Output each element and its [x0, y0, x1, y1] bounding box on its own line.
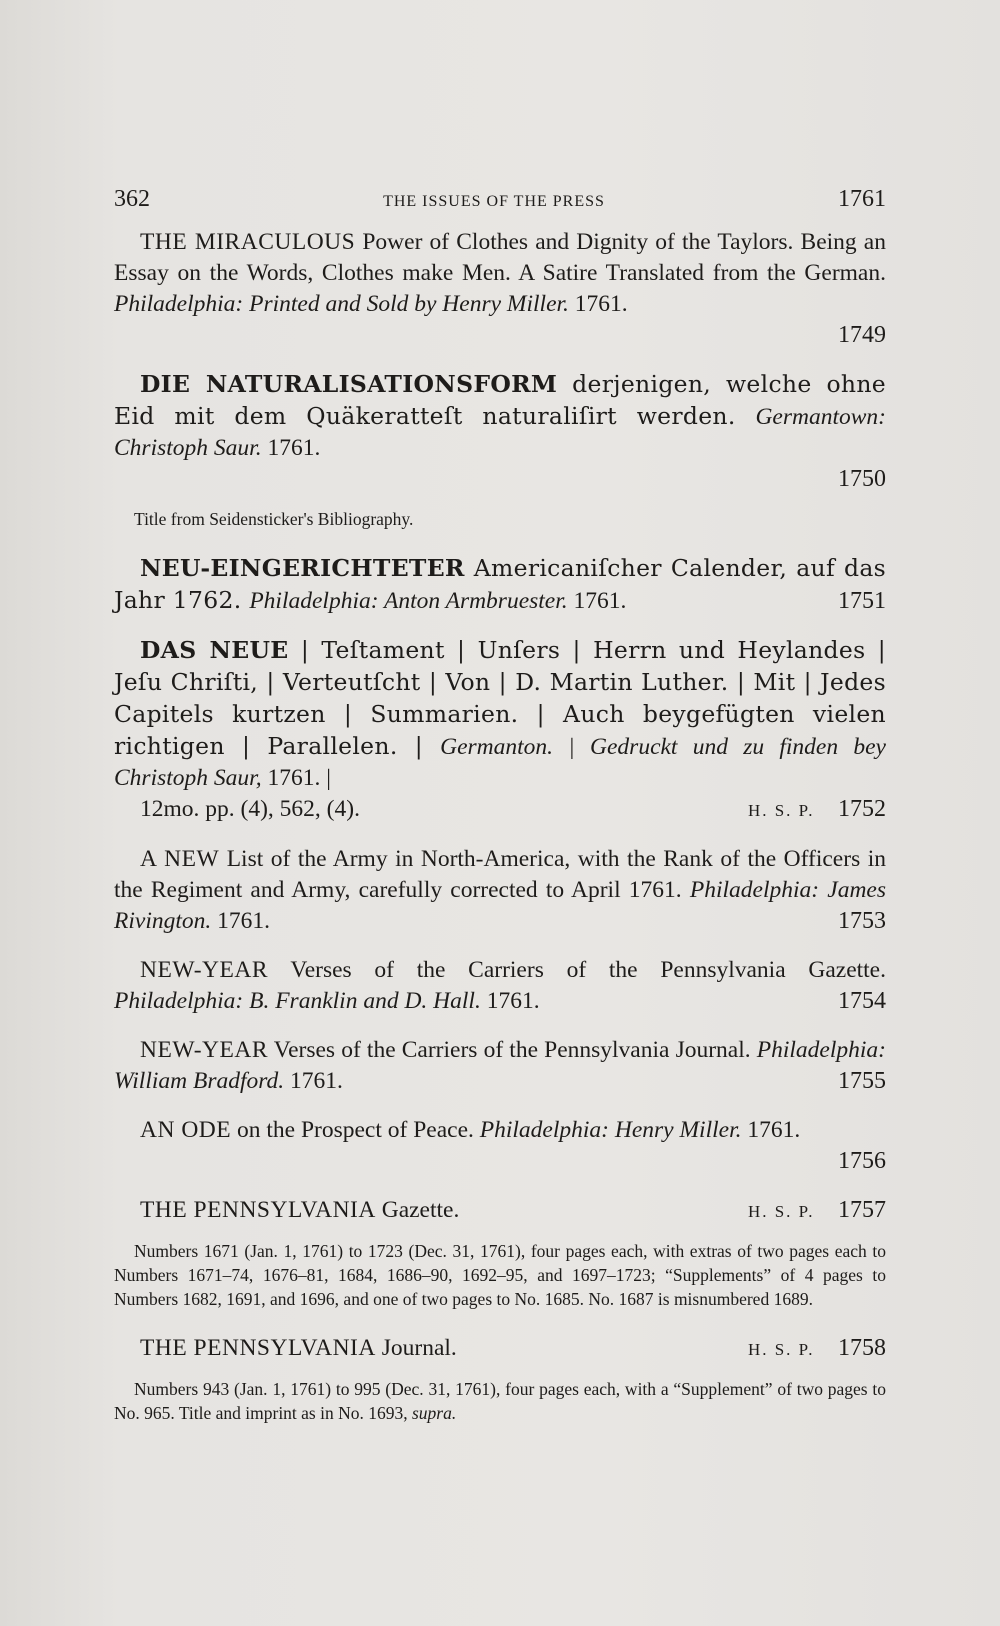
page-number: 362: [114, 186, 150, 212]
holding-library: H. S. P.: [747, 1340, 815, 1359]
entry-number: 1757: [838, 1197, 886, 1223]
holding-library: H. S. P.: [747, 1202, 815, 1221]
entry-1756: AN ODE on the Prospect of Peace. Philadelphia: Henry Miller. 1761. 1756: [114, 1115, 886, 1177]
entry-number: 1750: [838, 466, 886, 492]
entry-number: 1749: [838, 322, 886, 348]
collation: 12mo. pp. (4), 562, (4).: [140, 796, 360, 822]
text-column: [114, 186, 886, 1447]
entry-number: 1758: [838, 1335, 886, 1361]
entry-number: 1753: [838, 908, 886, 934]
holding-library: H. S. P.: [747, 801, 815, 820]
entry-1750: DIE NATURALISATIONSFORM derjenigen, welche ohne Eid mit dem Quäkeratteſt naturaliſirt werden. Germantown: Christoph Saur. 1761. 1750: [114, 369, 886, 495]
entry-number: 1754: [838, 988, 886, 1014]
entry-number: 1752: [838, 796, 886, 822]
entry-number: 1756: [838, 1148, 886, 1174]
entry-1757: THE PENNSYLVANIA Gazette. H. S. P. 1757: [140, 1197, 886, 1223]
entry-number: 1751: [838, 588, 886, 614]
entry-note: Numbers 943 (Jan. 1, 1761) to 995 (Dec. 31, 1761), four pages each, with a “Supplement” of two pages to No. 965. Title and imprint as in No. 1693, supra.: [114, 1379, 886, 1423]
entry-note: Numbers 1671 (Jan. 1, 1761) to 1723 (Dec. 31, 1761), four pages each, with extras of two pages each to Numbers 1671–74, 1676–81, 1684, 1686–90, 1692–95, and 1697–1723; “Supplements” of 4 pages to Numbers 1682, 1691, and 1696, and one of two pages to No. 1685. No. 1687 is misnumbered 1689.: [114, 1241, 886, 1309]
entry-1755: NEW-YEAR Verses of the Carriers of the Pennsylvania Journal. Philadelphia: William Bradford. 1761. 1755: [114, 1035, 886, 1097]
entry-note: Title from Seidensticker's Bibliography.: [134, 509, 414, 529]
entry-1749: THE MIRACULOUS Power of Clothes and Dignity of the Taylors. Being an Essay on the Words, Clothes make Men. A Satire Translated from the German. Philadelphia: Printed and Sold by Henry Miller. 1761. 1749: [114, 227, 886, 351]
entry-1753: A NEW List of the Army in North-America, with the Rank of the Officers in the Regiment and Army, carefully corrected to April 1761. Philadelphia: James Rivington. 1761. 1753: [114, 844, 886, 937]
header-year: 1761: [837, 186, 886, 212]
page-header: [114, 186, 886, 213]
entry-1754: NEW-YEAR Verses of the Carriers of the Pennsylvania Gazette. Philadelphia: B. Franklin and D. Hall. 1761. 1754: [114, 955, 886, 1017]
entry-1758: THE PENNSYLVANIA Journal. H. S. P. 1758: [140, 1335, 886, 1361]
running-title: THE ISSUES OF THE PRESS: [383, 193, 605, 210]
entry-number: 1755: [838, 1068, 886, 1094]
entry-1751: NEU-EINGERICHTETER Americaniſcher Calender, auf das Jahr 1762. Philadelphia: Anton Armbruester. 1761. 1751: [114, 553, 886, 617]
entry-1752: DAS NEUE | Teſtament | Unſers | Herrn und Heylandes | Jeſu Chriſti, | Verteutſcht | Von | D. Martin Luther. | Mit | Jedes Capitels kurtzen | Summarien. | Auch beygefügten vielen richtigen | Parallelen. | Germanton. | Gedruckt und zu finden bey Christoph Saur, 1761. | 12mo. pp. (4), 562, (4). H. S. P. 1752: [114, 635, 886, 826]
